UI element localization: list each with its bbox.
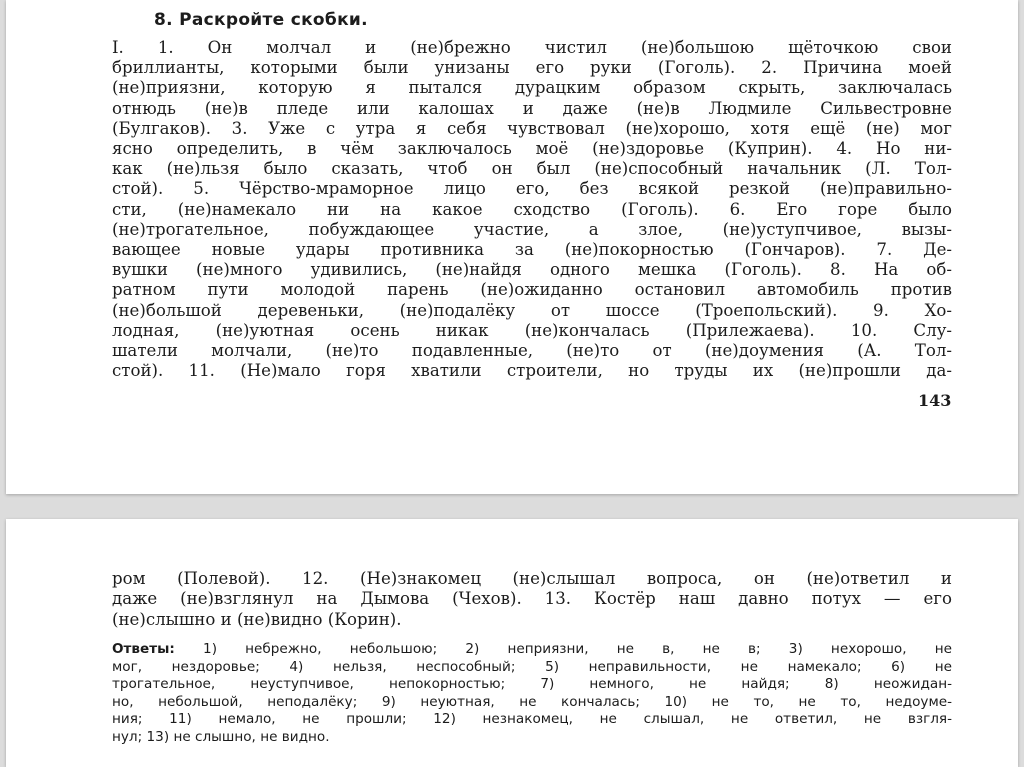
- text-line: стой). 5. Чёрство-мраморное лицо его, без всякой резкой (не)правильно-: [112, 179, 952, 199]
- text-line: вающее новые удары противника за (не)покорностью (Гончаров). 7. Де-: [112, 240, 952, 260]
- text-line: (Булгаков). 3. Уже с утра я себя чувствовал (не)хорошо, хотя ещё (не) мог: [112, 118, 952, 138]
- text-line: (не)трогательное, побуждающее участие, а злое, (не)уступчивое, вызы-: [112, 219, 952, 239]
- answers-block: [112, 641, 952, 747]
- answers-label: Ответы:: [112, 641, 175, 657]
- answers-line: [112, 641, 952, 659]
- exercise-text-continuation: [112, 569, 952, 630]
- text-line: (не)большой деревеньки, (не)подалёку от шоссе (Троепольский). 9. Хо-: [112, 300, 952, 320]
- text-line: ясно определить, в чём заключалось моё (не)здоровье (Куприн). 4. Но ни-: [112, 139, 952, 159]
- answers-line: мог, нездоровье; 4) нельзя, неспособный; 5) неправильности, не намекало; 6) не: [112, 658, 952, 675]
- text-line: I. 1. Он молчал и (не)брежно чистил (не)большою щёточкою свои: [112, 38, 952, 57]
- answers-line: но, небольшой, неподалёку; 9) неуютная, не кончалась; 10) не то, не то, недоуме-: [112, 693, 952, 710]
- text-line: ратном пути молодой парень (не)ожиданно остановил автомобиль против: [112, 280, 952, 300]
- answers-line: ния; 11) немало, не прошли; 12) незнакомец, не слышал, не ответил, не взгля-: [112, 711, 952, 728]
- answers-text: 1) небрежно, небольшою; 2) неприязни, не в, не в; 3) нехорошо, не: [174, 641, 952, 657]
- text-line: отнюдь (не)в пледе или калошах и даже (не)в Людмиле Сильвестровне: [112, 98, 952, 118]
- answers-line: нул; 13) не слышно, не видно.: [112, 728, 330, 745]
- exercise-text: [112, 38, 952, 381]
- page-top: [6, 0, 1018, 494]
- text-line: (не)приязни, которую я пытался дурацким образом скрыть, заключалась: [112, 78, 952, 98]
- page-number: 143: [918, 391, 952, 410]
- text-line: даже (не)взглянул на Дымова (Чехов). 13. Костёр наш давно потух — его: [112, 589, 952, 609]
- text-line: стой). 11. (Не)мало горя хватили строители, но труды их (не)прошли да-: [112, 361, 952, 381]
- text-line: лодная, (не)уютная осень никак (не)кончалась (Прилежаева). 10. Слу-: [112, 320, 952, 340]
- text-line: вушки (не)много удивились, (не)найдя одного мешка (Гоголь). 8. На об-: [112, 260, 952, 280]
- exercise-heading: 8. Раскройте скобки.: [154, 10, 368, 30]
- page-bottom: [6, 519, 1018, 767]
- text-line: сти, (не)намекало ни на какое сходство (Гоголь). 6. Его горе было: [112, 199, 952, 219]
- text-line: бриллианты, которыми были унизаны его руки (Гоголь). 2. Причина моей: [112, 58, 952, 78]
- answers-line: трогательное, неуступчивое, непокорностью; 7) немного, не найдя; 8) неожидан-: [112, 676, 952, 693]
- text-line: ром (Полевой). 12. (Не)знакомец (не)слышал вопроса, он (не)ответил и: [112, 569, 952, 588]
- text-line: шатели молчали, (не)то подавленные, (не)то от (не)доумения (А. Тол-: [112, 341, 952, 361]
- text-line: как (не)льзя было сказать, чтоб он был (не)способный начальник (Л. Тол-: [112, 159, 952, 179]
- text-line: (не)слышно и (не)видно (Корин).: [112, 609, 402, 629]
